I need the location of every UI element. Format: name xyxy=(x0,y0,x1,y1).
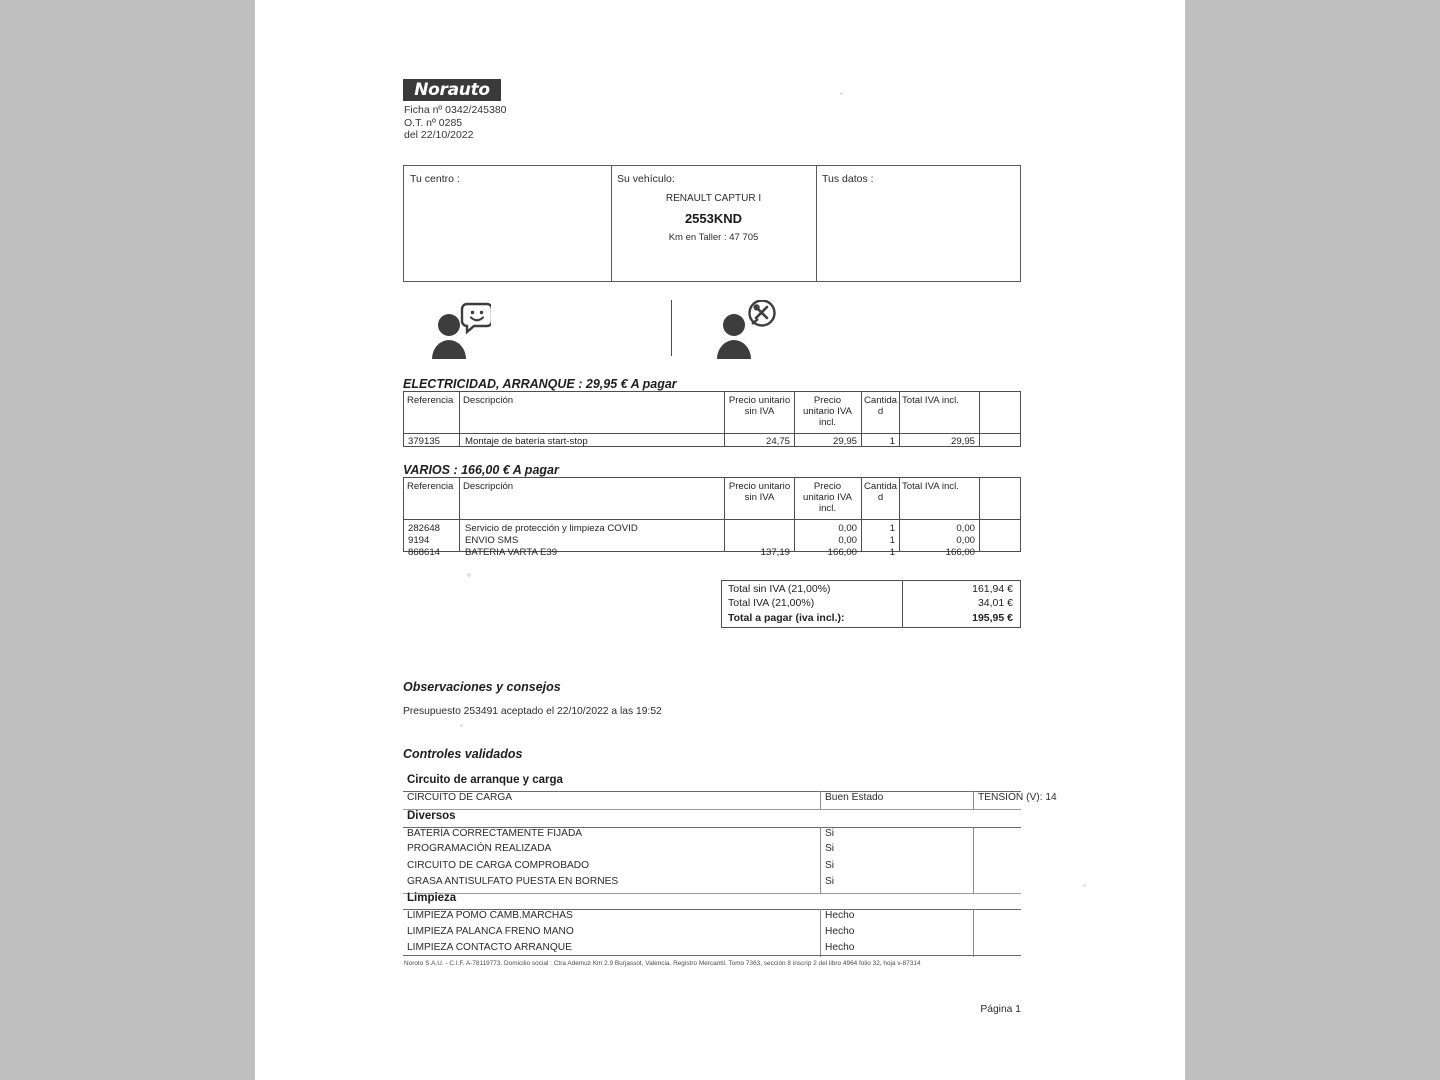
total-sin-iva-value: 161,94 € xyxy=(972,583,1013,595)
observations-text: Presupuesto 253491 aceptado el 22/10/2022 a las 19:52 xyxy=(403,706,662,717)
th-referencia: Referencia xyxy=(407,395,454,406)
th-referencia: Referencia xyxy=(407,481,454,492)
total-a-pagar-label: Total a pagar (iva incl.): xyxy=(728,612,845,624)
document-date: del 22/10/2022 xyxy=(404,129,474,142)
th-cantidad-l2: d xyxy=(877,406,884,417)
control-label: LIMPIEZA CONTACTO ARRANQUE xyxy=(407,942,572,953)
cell-precio-sin-iva: 24,75 xyxy=(765,436,790,447)
su-vehiculo-label: Su vehículo: xyxy=(617,173,675,185)
cell-referencia: 282648 xyxy=(408,523,441,534)
scanned-page xyxy=(255,0,1185,1080)
th-cantidad-l2: d xyxy=(877,492,884,503)
control-group-title-diversos: Diversos xyxy=(407,810,456,822)
control-label: BATERÍA CORRECTAMENTE FIJADA xyxy=(407,828,583,839)
cell-cantidad: 1 xyxy=(889,547,895,558)
total-a-pagar-value: 195,95 € xyxy=(972,612,1013,624)
control-label: LIMPIEZA PALANCA FRENO MANO xyxy=(407,926,574,937)
cell-precio-iva-incl: 166,00 xyxy=(827,547,857,558)
cell-precio-sin-iva: 137,19 xyxy=(760,547,790,558)
th-total-iva: Total IVA incl. xyxy=(902,481,959,492)
control-vline xyxy=(820,791,821,809)
ficha-number: Ficha nº 0342/245380 xyxy=(404,104,507,116)
control-group-title-limpieza: Limpieza xyxy=(407,892,457,904)
th-descripcion: Descripción xyxy=(463,481,514,492)
col-sep-1 xyxy=(459,392,460,446)
th-cantidad-l1: Cantida xyxy=(863,395,898,406)
items-table-electricidad xyxy=(403,391,1021,447)
ot-number: O.T. nº 0285 xyxy=(404,116,463,129)
cell-cantidad: 1 xyxy=(889,436,895,447)
total-sin-iva-label: Total sin IVA (21,00%) xyxy=(728,583,831,595)
section-title-electricidad: ELECTRICIDAD, ARRANQUE : 29,95 € A pagar xyxy=(403,377,677,391)
control-value: Si xyxy=(825,860,835,871)
scan-speck xyxy=(1083,884,1086,887)
header-info-box xyxy=(403,165,1021,282)
footer-legal-text: Noroto S.A.U. - C.I.F. A-78119773. Domicilio social : Ctra Ademuz Km 2.9 Burjassot, Valencia. Registro Mercantil. Tomo 7363, sección 8 inscrip 2 del libro 4964 folio 32, hoja v-87314 xyxy=(404,960,921,967)
control-value: Si xyxy=(825,876,835,887)
cell-total-iva-incl: 166,00 xyxy=(945,547,975,558)
control-rule xyxy=(403,893,1021,894)
document-body xyxy=(255,0,1185,1080)
person-smiley-icon xyxy=(431,302,491,365)
section-title-varios: VARIOS : 166,00 € A pagar xyxy=(403,463,559,477)
cell-cantidad: 1 xyxy=(889,535,895,546)
page-number: Página 1 xyxy=(980,1004,1021,1015)
th-precio-sin-iva-l1: Precio unitario xyxy=(728,395,791,406)
role-icons-row xyxy=(403,296,1021,366)
total-iva-value: 34,01 € xyxy=(977,597,1013,609)
cell-total-iva-incl: 0,00 xyxy=(956,535,975,546)
cell-descripcion: Servicio de protección y limpieza COVID xyxy=(465,523,638,534)
control-vline xyxy=(973,909,974,957)
col-sep-6 xyxy=(979,478,980,551)
control-vline xyxy=(973,827,974,893)
cell-referencia: 868614 xyxy=(408,547,441,558)
vehicle-plate: 2553KND xyxy=(684,211,743,226)
control-vline xyxy=(820,827,821,893)
control-group-title-arranque: Circuito de arranque y carga xyxy=(407,774,563,786)
col-sep-1 xyxy=(459,478,460,551)
control-label: PROGRAMACIÓN REALIZADA xyxy=(407,843,552,854)
vehicle-model: RENAULT CAPTUR I xyxy=(665,193,762,204)
th-precio-iva-l3: incl. xyxy=(818,503,837,514)
control-value: Buen Estado xyxy=(825,792,884,803)
tu-centro-label: Tu centro : xyxy=(410,173,460,185)
control-value: Hecho xyxy=(825,942,855,953)
control-extra: TENSIÓN (V): 14 xyxy=(978,792,1057,803)
control-label: LIMPIEZA POMO CAMB.MARCHAS xyxy=(407,910,573,921)
control-vline xyxy=(820,909,821,957)
th-descripcion: Descripción xyxy=(463,395,514,406)
cell-referencia: 9194 xyxy=(408,535,430,546)
control-rule xyxy=(403,809,1021,810)
cell-descripcion: BATERIA VARTA E39 xyxy=(465,547,558,558)
observations-title: Observaciones y consejos xyxy=(403,680,561,694)
control-value: Hecho xyxy=(825,910,855,921)
th-precio-iva-l2: unitario IVA xyxy=(803,406,852,417)
th-cantidad-l1: Cantida xyxy=(863,481,898,492)
totals-divider xyxy=(902,581,903,627)
th-precio-sin-iva-l1: Precio unitario xyxy=(728,481,791,492)
control-value: Si xyxy=(825,843,835,854)
cell-referencia: 379135 xyxy=(408,436,441,447)
cell-total-iva-incl: 29,95 xyxy=(950,436,975,447)
cell-cantidad: 1 xyxy=(889,523,895,534)
control-label: CIRCUITO DE CARGA COMPROBADO xyxy=(407,860,590,871)
control-value: Hecho xyxy=(825,926,855,937)
scan-speck xyxy=(840,92,843,95)
col-sep-2 xyxy=(724,478,725,551)
th-precio-iva-l1: Precio xyxy=(813,481,842,492)
th-precio-sin-iva-l2: sin IVA xyxy=(744,492,775,503)
th-precio-sin-iva-l2: sin IVA xyxy=(744,406,775,417)
control-value: Si xyxy=(825,828,835,839)
person-tools-icon xyxy=(715,300,777,365)
total-iva-label: Total IVA (21,00%) xyxy=(728,597,815,609)
control-label: GRASA ANTISULFATO PUESTA EN BORNES xyxy=(407,876,619,887)
cell-precio-iva-incl: 29,95 xyxy=(832,436,857,447)
th-total-iva: Total IVA incl. xyxy=(902,395,959,406)
icons-divider xyxy=(671,300,672,356)
items-table-varios xyxy=(403,477,1021,558)
th-precio-iva-l1: Precio xyxy=(813,395,842,406)
control-label: CIRCUITO DE CARGA xyxy=(407,792,513,803)
document-reference-block xyxy=(404,104,507,142)
scan-speck xyxy=(460,724,463,727)
cell-precio-iva-incl: 0,00 xyxy=(838,535,857,546)
cell-descripcion: ENVIO SMS xyxy=(465,535,519,546)
th-precio-iva-l2: unitario IVA xyxy=(803,492,852,503)
control-vline xyxy=(973,791,974,809)
tus-datos-label: Tus datos : xyxy=(822,173,874,185)
box-divider-2 xyxy=(816,166,817,281)
th-precio-iva-l3: incl. xyxy=(818,417,837,428)
vehicle-mileage: Km en Taller : 47 705 xyxy=(668,232,759,243)
scan-speck xyxy=(467,573,471,577)
footer-divider xyxy=(403,955,1021,956)
cell-total-iva-incl: 0,00 xyxy=(956,523,975,534)
cell-descripcion: Montaje de batería start-stop xyxy=(465,436,588,447)
norauto-logo: Norauto xyxy=(403,79,501,101)
cell-precio-iva-incl: 0,00 xyxy=(838,523,857,534)
controls-title: Controles validados xyxy=(403,747,523,761)
totals-box xyxy=(721,580,1021,628)
col-sep-6 xyxy=(979,392,980,446)
